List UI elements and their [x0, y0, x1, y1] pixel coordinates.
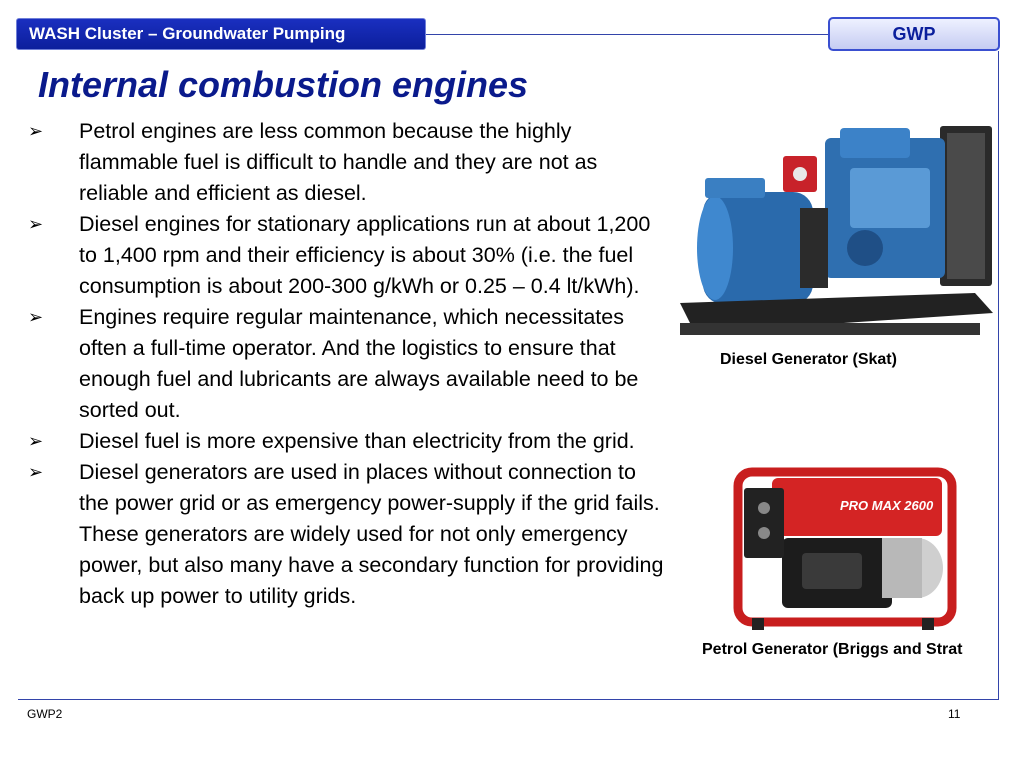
arrow-bullet-icon: ➢	[28, 121, 44, 141]
bottom-rule	[18, 699, 999, 700]
diesel-generator-caption: Diesel Generator (Skat)	[720, 351, 897, 368]
cluster-header: WASH Cluster – Groundwater Pumping	[16, 18, 426, 50]
bullet-list	[28, 116, 668, 612]
bullet-item: ➢ Engines require regular maintenance, which necessitates often a full-time operator. And the logistics to ensure that enough fuel and lubricants are always available need to be sorted out.	[28, 302, 668, 426]
bullet-item: ➢ Petrol engines are less common because the highly flammable fuel is difficult to handle and they are not as reliable and efficient as diesel.	[28, 116, 668, 209]
top-rule	[426, 34, 828, 35]
right-rule	[998, 51, 999, 700]
footer-label: GWP2	[27, 707, 63, 721]
diesel-generator-photo	[675, 118, 997, 350]
bullet-item: ➢ Diesel generators are used in places without connection to the power grid or as emergency power-supply if the grid fails. These generators are widely used for not only emergency power, but also many have a secondary function for providing back up power to utility grids.	[28, 457, 668, 612]
arrow-bullet-icon: ➢	[28, 462, 44, 482]
petrol-generator-caption: Petrol Generator (Briggs and Strat	[702, 641, 963, 658]
gwp-badge: GWP	[828, 17, 1000, 51]
petrol-generator-photo	[732, 458, 958, 634]
page-number: 11	[948, 707, 961, 721]
arrow-bullet-icon: ➢	[28, 214, 44, 234]
slide-title: Internal combustion engines	[38, 64, 529, 105]
bullet-item: ➢ Diesel engines for stationary applications run at about 1,200 to 1,400 rpm and their efficiency is about 30% (i.e. the fuel consumption is about 200-300 g/kWh or 0.25 – 0.4 lt/kWh).	[28, 209, 668, 302]
arrow-bullet-icon: ➢	[28, 307, 44, 327]
bullet-item: ➢ Diesel fuel is more expensive than electricity from the grid.	[28, 426, 668, 457]
arrow-bullet-icon: ➢	[28, 431, 44, 451]
generator-panel-label: PRO MAX 2600	[840, 498, 934, 513]
